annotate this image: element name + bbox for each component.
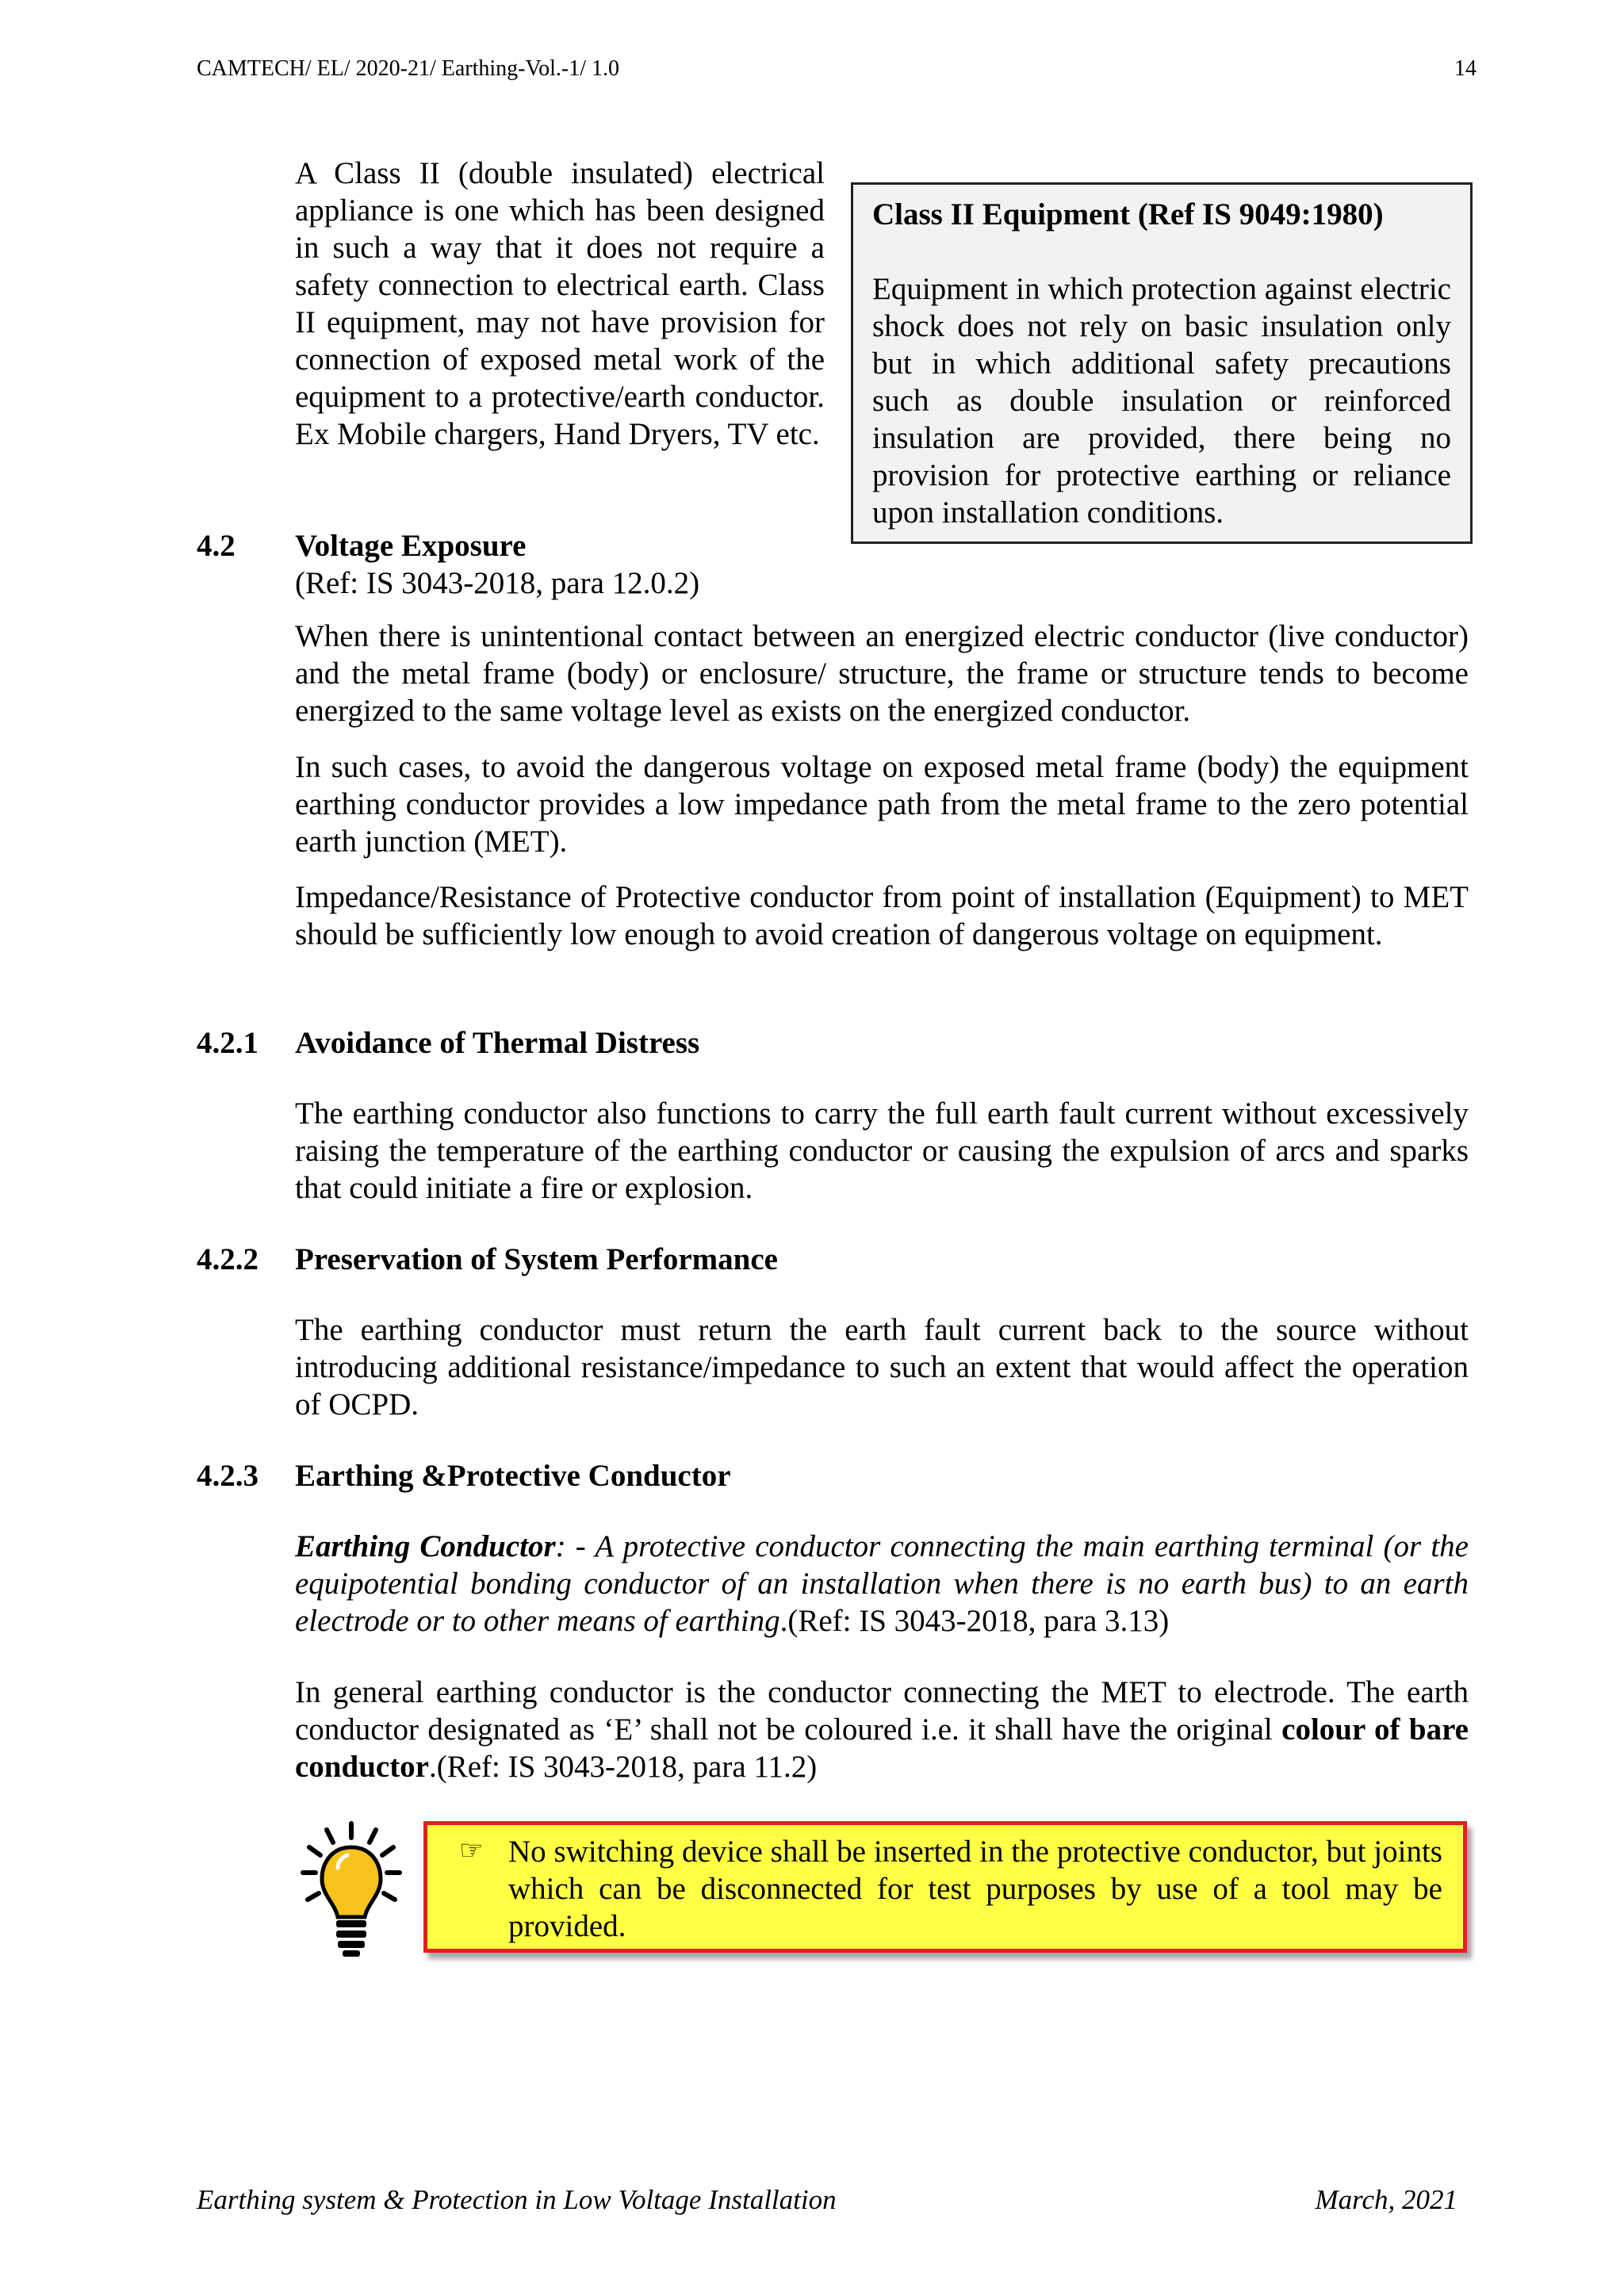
section-ref-4-2: (Ref: IS 3043-2018, para 12.0.2)	[295, 566, 700, 600]
section-4-2-1-paragraph: The earthing conductor also functions to carry the full earth fault current without excessively raising the temperature of the earthing conductor or causing the expulsion of arcs and sparks that could initiate a fire or explosion.	[295, 1096, 1469, 1205]
earthing-conductor-general	[295, 1674, 1469, 1785]
section-4-2-paragraph-3: Impedance/Resistance of Protective conductor from point of installation (Equipment) to MET should be sufficiently low enough to avoid creation of dangerous voltage on equipment.	[295, 880, 1469, 951]
class-ii-definition-box	[851, 182, 1473, 544]
earthing-conductor-definition	[295, 1528, 1469, 1640]
general-text: In general earthing conductor is the conductor connecting the MET to electrode. The earth conductor designated as ‘E’ shall not be coloured i.e. it shall have the original	[295, 1675, 1469, 1747]
note-text: No switching device shall be inserted in the protective conductor, but joints which can be disconnected for test purposes by use of a tool may be provided.	[508, 1835, 1442, 1943]
general-bold-text: colour of bare conductor	[295, 1712, 1469, 1784]
general-reference: .(Ref: IS 3043-2018, para 11.2)	[429, 1750, 818, 1784]
section-4-2-2-paragraph: The earthing conductor must return the earth fault current back to the source without introducing additional resistance/impedance to such an extent that would affect the operation of OCPD.	[295, 1313, 1469, 1422]
page-footer	[197, 2183, 1457, 2217]
footer-title: Earthing system & Protection in Low Voltage Installation	[197, 2184, 837, 2215]
section-number-4-2-2: 4.2.2	[197, 1242, 259, 1276]
section-title-4-2-1: Avoidance of Thermal Distress	[295, 1026, 700, 1060]
intro-paragraph: A Class II (double insulated) electrical appliance is one which has been designed in such a way that it does not require a safety connection to electrical earth. Class II equipment, may not have provision for connection of exposed metal work of the equipment to a protective/earth conductor. Ex Mobile chargers, Hand Dryers, TV etc.	[295, 156, 825, 451]
section-number-4-2-1: 4.2.1	[197, 1026, 259, 1060]
footer-date: March, 2021	[1315, 2184, 1457, 2215]
section-title-4-2: Voltage Exposure	[295, 529, 527, 563]
section-title-4-2-3: Earthing &Protective Conductor	[295, 1459, 731, 1493]
section-number-4-2: 4.2	[197, 529, 236, 563]
pointing-hand-icon: ☞	[459, 1835, 484, 1866]
lightbulb-icon	[300, 1820, 403, 1960]
section-4-2-paragraph-2: In such cases, to avoid the dangerous voltage on exposed metal frame (body) the equipment earthing conductor provides a low impedance path from the metal frame to the zero potential earth junction (MET).	[295, 750, 1469, 859]
important-note-box	[423, 1821, 1467, 1953]
section-title-4-2-2: Preservation of System Performance	[295, 1242, 778, 1276]
document-code: CAMTECH/ EL/ 2020-21/ Earthing-Vol.-1/ 1.0	[197, 56, 619, 81]
definition-reference: .(Ref: IS 3043-2018, para 3.13)	[779, 1604, 1170, 1638]
definition-text: : - A protective conductor connecting the main earthing terminal (or the equipotential bonding conductor of an installation when there is no earth bus) to an earth electrode or to other means of earthing	[295, 1529, 1469, 1638]
page-number: 14	[1454, 56, 1477, 81]
sidebox-text: Equipment in which protection against electric shock does not rely on basic insulation only but in which additional safety precautions such as double insulation or reinforced insulation are provided, there being no provision for protective earthing or reliance upon installation conditions.	[872, 272, 1451, 530]
definition-term: Earthing Conductor	[295, 1529, 556, 1563]
section-number-4-2-3: 4.2.3	[197, 1459, 259, 1493]
sidebox-title: Class II Equipment (Ref IS 9049:1980)	[872, 197, 1384, 232]
page-header	[197, 55, 1477, 82]
section-4-2-paragraph-1: When there is unintentional contact between an energized electric conductor (live conductor) and the metal frame (body) or enclosure/ structure, the frame or structure tends to become energized to the same voltage level as exists on the energized conductor.	[295, 619, 1469, 728]
